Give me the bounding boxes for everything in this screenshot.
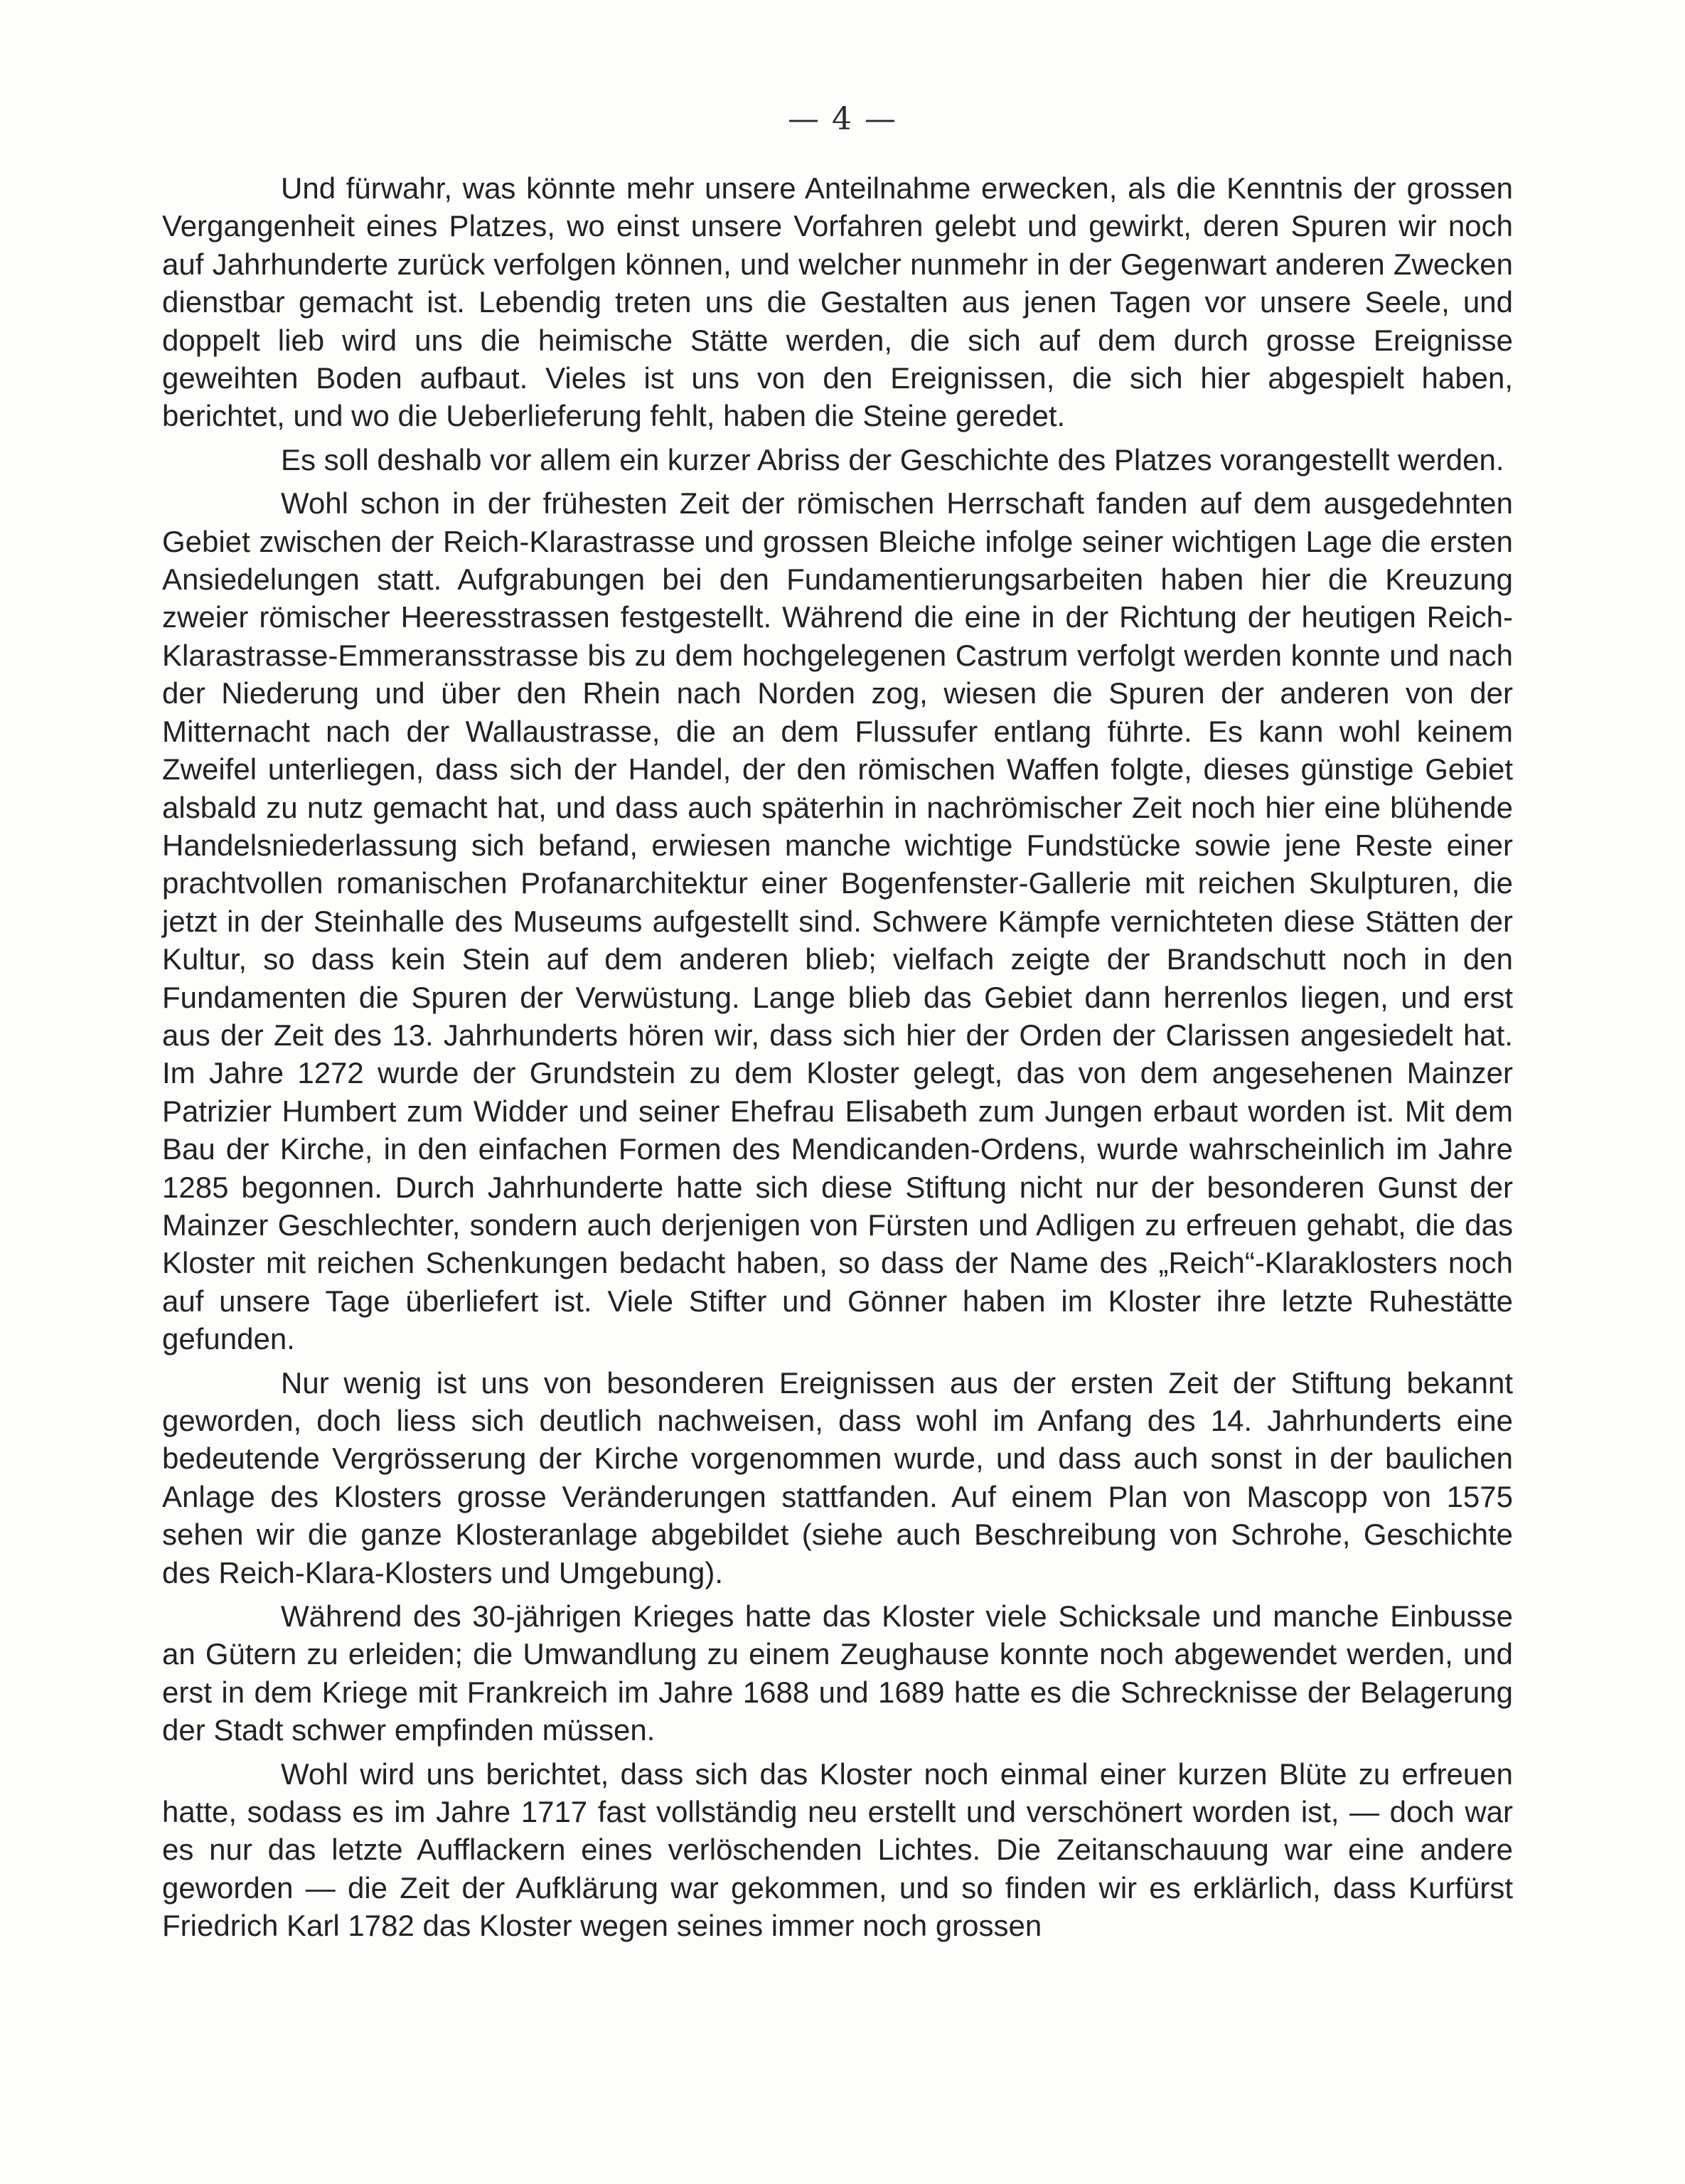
paragraph: Es soll deshalb vor allem ein kurzer Abriss der Geschichte des Platzes vorangestellt werden. (281, 442, 1504, 476)
body-text (162, 169, 1513, 1951)
paragraph: Nur wenig ist uns von besonderen Ereignissen aus der ersten Zeit der Stiftung bekannt geworden, doch liess sich deutlich nachweisen, dass wohl im Anfang des 14. Jahrhunderts eine bedeutende Vergrösserung der Kirche vorgenommen wurde, und dass auch sonst in der baulichen Anlage des Klosters grosse Veränderungen stattfanden. Auf einem Plan von Mascopp von 1575 sehen wir die ganze Klosteranlage abgebildet (siehe auch Beschreibung von Schrohe, Geschichte des Reich-Klara-Klosters und Umgebung). (162, 1365, 1513, 1589)
paragraph: Während des 30-jährigen Krieges hatte das Kloster viele Schicksale und manche Einbusse an Gütern zu erleiden; die Umwandlung zu einem Zeughause konnte noch abgewendet werden, und erst in dem Kriege mit Frankreich im Jahre 1688 und 1689 hatte es die Schrecknisse der Belagerung der Stadt schwer empfinden müssen. (162, 1599, 1513, 1747)
paragraph: Wohl wird uns berichtet, dass sich das Kloster noch einmal einer kurzen Blüte zu erfreuen hatte, sodass es im Jahre 1717 fast vollständig neu erstellt und verschönert worden ist, — doch war es nur das letzte Aufflackern eines verlöschenden Lichtes. Die Zeitanschauung war eine andere geworden — die Zeit der Aufklärung war gekommen, und so finden wir es erklärlich, dass Kurfürst Friedrich Karl 1782 das Kloster wegen seines immer noch grossen (162, 1757, 1513, 1943)
paragraph: Wohl schon in der frühesten Zeit der römischen Herrschaft fanden auf dem ausgedehnten Gebiet zwischen der Reich-Klarastrasse und grossen Bleiche infolge seiner wichtigen Lage die ersten Ansiedelungen statt. Aufgrabungen bei den Fundamentierungsarbeiten haben hier die Kreuzung zweier römischer Heeresstrassen festgestellt. Während die eine in der Richtung der heutigen Reich-Klarastrasse-Emmeransstrasse bis zu dem hochgelegenen Castrum verfolgt werden konnte und nach der Niederung und über den Rhein nach Norden zog, wiesen die Spuren der anderen von der Mitternacht nach der Wallaustrasse, die an dem Flussufer entlang führte. Es kann wohl keinem Zweifel unterliegen, dass sich der Handel, der den römischen Waffen folgte, dieses günstige Gebiet alsbald zu nutz gemacht hat, und dass auch späterhin in nachrömischer Zeit noch hier eine blühende Handelsniederlassung sich befand, erwiesen manche wichtige Fundstücke sowie jene Reste einer prachtvollen romanischen Profanarchitektur einer Bogenfenster-Gallerie mit reichen Skulpturen, die jetzt in der Steinhalle des Museums aufgestellt sind. Schwere Kämpfe vernichteten diese Stätten der Kultur, so dass kein Stein auf dem anderen blieb; vielfach zeigte der Brandschutt noch in den Fundamenten die Spuren der Verwüstung. Lange blieb das Gebiet dann herrenlos liegen, und erst aus der Zeit des 13. Jahrhunderts hören wir, dass sich hier der Orden der Clarissen angesiedelt hat. Im Jahre 1272 wurde der Grundstein zu dem Kloster gelegt, das von dem angesehenen Mainzer Patrizier Humbert zum Widder und seiner Ehefrau Elisabeth zum Jungen erbaut worden ist. Mit dem Bau der Kirche, in den einfachen Formen des Mendicanden-Ordens, wurde wahrscheinlich im Jahre 1285 begonnen. Durch Jahrhunderte hatte sich diese Stiftung nicht nur der besonderen Gunst der Mainzer Geschlechter, sondern auch derjenigen von Fürsten und Adligen zu erfreuen gehabt, die das Kloster mit reichen Schenkungen bedacht haben, so dass der Name des „Reich“-Klaraklosters noch auf unsere Tage überliefert ist. Viele Stifter und Gönner haben im Kloster ihre letzte Ruhestätte gefunden. (162, 486, 1513, 1356)
paragraph: Und fürwahr, was könnte mehr unsere Anteilnahme erwecken, als die Kenntnis der grossen Vergangenheit eines Platzes, wo einst unsere Vorfahren gelebt und gewirkt, deren Spuren wir noch auf Jahrhunderte zurück verfolgen können, und welcher nunmehr in der Gegenwart anderen Zwecken dienstbar gemacht ist. Lebendig treten uns die Gestalten aus jenen Tagen vor unsere Seele, und doppelt lieb wird uns die heimische Stätte werden, die sich auf dem durch grosse Ereignisse geweihten Boden aufbaut. Vieles ist uns von den Ereignissen, die sich hier abgespielt haben, berichtet, und wo die Ueberlieferung fehlt, haben die Steine geredet. (162, 171, 1513, 433)
page-number: — 4 — (788, 101, 897, 137)
